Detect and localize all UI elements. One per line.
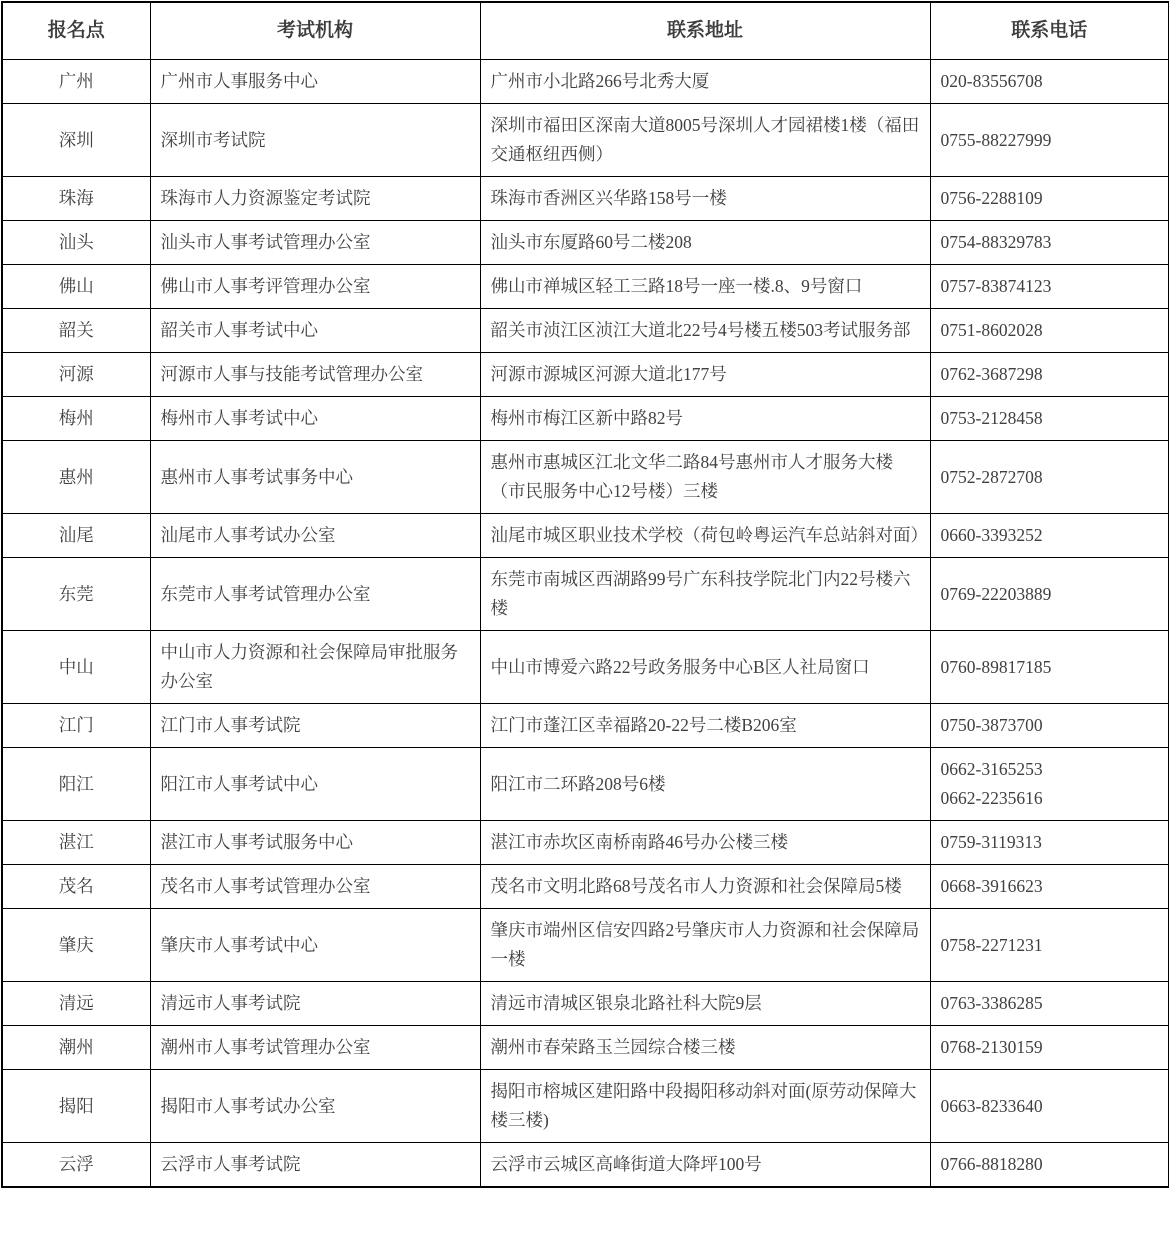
institution-cell: 惠州市人事考试事务中心 xyxy=(150,441,480,514)
phone-number: 0663-8233640 xyxy=(940,1095,1043,1116)
phone-cell xyxy=(930,104,1169,177)
column-header-institution: 考试机构 xyxy=(150,2,480,60)
table-row xyxy=(2,821,1169,865)
phone-cell xyxy=(930,558,1169,631)
column-header-city: 报名点 xyxy=(2,2,150,60)
institution-cell: 珠海市人力资源鉴定考试院 xyxy=(150,177,480,221)
column-header-address: 联系地址 xyxy=(480,2,930,60)
institution-cell: 江门市人事考试院 xyxy=(150,704,480,748)
institution-cell: 汕头市人事考试管理办公室 xyxy=(150,221,480,265)
address-cell: 揭阳市榕城区建阳路中段揭阳移动斜对面(原劳动保障大楼三楼) xyxy=(480,1070,930,1143)
phone-number: 0754-88329783 xyxy=(940,232,1052,252)
table-row xyxy=(2,865,1169,909)
table-row xyxy=(2,1143,1169,1188)
institution-cell: 湛江市人事考试服务中心 xyxy=(150,821,480,865)
city-cell: 云浮 xyxy=(2,1143,150,1188)
phone-number: 0662-2235616 xyxy=(940,788,1043,808)
institution-cell: 韶关市人事考试中心 xyxy=(150,309,480,353)
phone-number: 0758-2271231 xyxy=(940,934,1043,955)
phone-cell xyxy=(930,353,1169,397)
phone-cell xyxy=(930,397,1169,441)
city-cell: 阳江 xyxy=(2,748,150,821)
city-cell: 广州 xyxy=(2,60,150,104)
phone-number: 020-83556708 xyxy=(940,71,1043,91)
institution-cell: 梅州市人事考试中心 xyxy=(150,397,480,441)
table-row xyxy=(2,514,1169,558)
phone-number: 0755-88227999 xyxy=(940,129,1052,150)
address-cell: 江门市蓬江区幸福路20-22号二楼B206室 xyxy=(480,704,930,748)
phone-cell xyxy=(930,865,1169,909)
table-body xyxy=(2,60,1169,1188)
city-cell: 韶关 xyxy=(2,309,150,353)
phone-number: 0768-2130159 xyxy=(940,1037,1043,1057)
institution-cell: 茂名市人事考试管理办公室 xyxy=(150,865,480,909)
phone-number: 0668-3916623 xyxy=(940,876,1043,896)
address-cell: 汕头市东厦路60号二楼208 xyxy=(480,221,930,265)
table-row xyxy=(2,60,1169,104)
phone-cell xyxy=(930,909,1169,982)
institution-cell: 潮州市人事考试管理办公室 xyxy=(150,1026,480,1070)
city-cell: 梅州 xyxy=(2,397,150,441)
phone-number: 0752-2872708 xyxy=(940,466,1043,487)
phone-cell xyxy=(930,221,1169,265)
phone-number: 0750-3873700 xyxy=(940,715,1043,735)
city-cell: 深圳 xyxy=(2,104,150,177)
address-cell: 东莞市南城区西湖路99号广东科技学院北门内22号楼六楼 xyxy=(480,558,930,631)
institution-cell: 深圳市考试院 xyxy=(150,104,480,177)
phone-number: 0763-3386285 xyxy=(940,993,1043,1013)
address-cell: 云浮市云城区高峰街道大降坪100号 xyxy=(480,1143,930,1188)
table-row xyxy=(2,704,1169,748)
institution-cell: 云浮市人事考试院 xyxy=(150,1143,480,1188)
table-row xyxy=(2,441,1169,514)
address-cell: 湛江市赤坎区南桥南路46号办公楼三楼 xyxy=(480,821,930,865)
city-cell: 肇庆 xyxy=(2,909,150,982)
address-cell: 肇庆市端州区信安四路2号肇庆市人力资源和社会保障局一楼 xyxy=(480,909,930,982)
address-cell: 广州市小北路266号北秀大厦 xyxy=(480,60,930,104)
phone-cell xyxy=(930,1143,1169,1188)
address-cell: 汕尾市城区职业技术学校（荷包岭粤运汽车总站斜对面） xyxy=(480,514,930,558)
table-row xyxy=(2,1070,1169,1143)
table-header xyxy=(2,2,1169,60)
phone-number: 0756-2288109 xyxy=(940,188,1043,208)
address-cell: 茂名市文明北路68号茂名市人力资源和社会保障局5楼 xyxy=(480,865,930,909)
table-row xyxy=(2,748,1169,821)
phone-number: 0662-3165253 xyxy=(940,759,1043,779)
institution-cell: 揭阳市人事考试办公室 xyxy=(150,1070,480,1143)
phone-cell xyxy=(930,821,1169,865)
institution-cell: 佛山市人事考评管理办公室 xyxy=(150,265,480,309)
phone-cell xyxy=(930,309,1169,353)
phone-cell xyxy=(930,265,1169,309)
institution-cell: 中山市人力资源和社会保障局审批服务办公室 xyxy=(150,631,480,704)
city-cell: 清远 xyxy=(2,982,150,1026)
phone-cell xyxy=(930,1026,1169,1070)
city-cell: 珠海 xyxy=(2,177,150,221)
institution-cell: 汕尾市人事考试办公室 xyxy=(150,514,480,558)
city-cell: 惠州 xyxy=(2,441,150,514)
address-cell: 阳江市二环路208号6楼 xyxy=(480,748,930,821)
institution-cell: 河源市人事与技能考试管理办公室 xyxy=(150,353,480,397)
institution-cell: 肇庆市人事考试中心 xyxy=(150,909,480,982)
institution-cell: 阳江市人事考试中心 xyxy=(150,748,480,821)
phone-cell xyxy=(930,1070,1169,1143)
table-row xyxy=(2,631,1169,704)
phone-number: 0760-89817185 xyxy=(940,656,1052,677)
address-cell: 惠州市惠城区江北文华二路84号惠州市人才服务大楼（市民服务中心12号楼）三楼 xyxy=(480,441,930,514)
table-row xyxy=(2,309,1169,353)
city-cell: 东莞 xyxy=(2,558,150,631)
phone-number: 0766-8818280 xyxy=(940,1154,1043,1174)
city-cell: 湛江 xyxy=(2,821,150,865)
city-cell: 茂名 xyxy=(2,865,150,909)
phone-cell xyxy=(930,982,1169,1026)
phone-cell xyxy=(930,441,1169,514)
address-cell: 深圳市福田区深南大道8005号深圳人才园裙楼1楼（福田交通枢纽西侧） xyxy=(480,104,930,177)
address-cell: 梅州市梅江区新中路82号 xyxy=(480,397,930,441)
phone-number: 0757-83874123 xyxy=(940,276,1052,296)
address-cell: 河源市源城区河源大道北177号 xyxy=(480,353,930,397)
column-header-phone: 联系电话 xyxy=(930,2,1169,60)
address-cell: 珠海市香洲区兴华路158号一楼 xyxy=(480,177,930,221)
table-row xyxy=(2,1026,1169,1070)
phone-number: 0769-22203889 xyxy=(940,583,1052,604)
institution-cell: 东莞市人事考试管理办公室 xyxy=(150,558,480,631)
phone-number: 0660-3393252 xyxy=(940,525,1043,545)
institution-cell: 广州市人事服务中心 xyxy=(150,60,480,104)
registration-points-table xyxy=(1,1,1169,1188)
phone-cell xyxy=(930,514,1169,558)
phone-cell xyxy=(930,631,1169,704)
phone-cell xyxy=(930,60,1169,104)
city-cell: 佛山 xyxy=(2,265,150,309)
city-cell: 潮州 xyxy=(2,1026,150,1070)
table-row xyxy=(2,353,1169,397)
address-cell: 清远市清城区银泉北路社科大院9层 xyxy=(480,982,930,1026)
city-cell: 汕头 xyxy=(2,221,150,265)
city-cell: 汕尾 xyxy=(2,514,150,558)
phone-number: 0751-8602028 xyxy=(940,320,1043,340)
city-cell: 河源 xyxy=(2,353,150,397)
table-row xyxy=(2,265,1169,309)
table-row xyxy=(2,104,1169,177)
table-header-row xyxy=(2,2,1169,60)
address-cell: 潮州市春荣路玉兰园综合楼三楼 xyxy=(480,1026,930,1070)
page xyxy=(0,1,1169,1188)
table-row xyxy=(2,982,1169,1026)
table-row xyxy=(2,177,1169,221)
table-row xyxy=(2,909,1169,982)
table-row xyxy=(2,221,1169,265)
phone-number: 0762-3687298 xyxy=(940,364,1043,384)
address-cell: 韶关市浈江区浈江大道北22号4号楼五楼503考试服务部 xyxy=(480,309,930,353)
city-cell: 中山 xyxy=(2,631,150,704)
institution-cell: 清远市人事考试院 xyxy=(150,982,480,1026)
table-row xyxy=(2,558,1169,631)
phone-cell xyxy=(930,704,1169,748)
table-row xyxy=(2,397,1169,441)
address-cell: 佛山市禅城区轻工三路18号一座一楼.8、9号窗口 xyxy=(480,265,930,309)
phone-number: 0753-2128458 xyxy=(940,408,1043,428)
phone-number: 0759-3119313 xyxy=(940,832,1042,852)
city-cell: 揭阳 xyxy=(2,1070,150,1143)
city-cell: 江门 xyxy=(2,704,150,748)
phone-cell xyxy=(930,748,1169,821)
phone-cell xyxy=(930,177,1169,221)
address-cell: 中山市博爱六路22号政务服务中心B区人社局窗口 xyxy=(480,631,930,704)
